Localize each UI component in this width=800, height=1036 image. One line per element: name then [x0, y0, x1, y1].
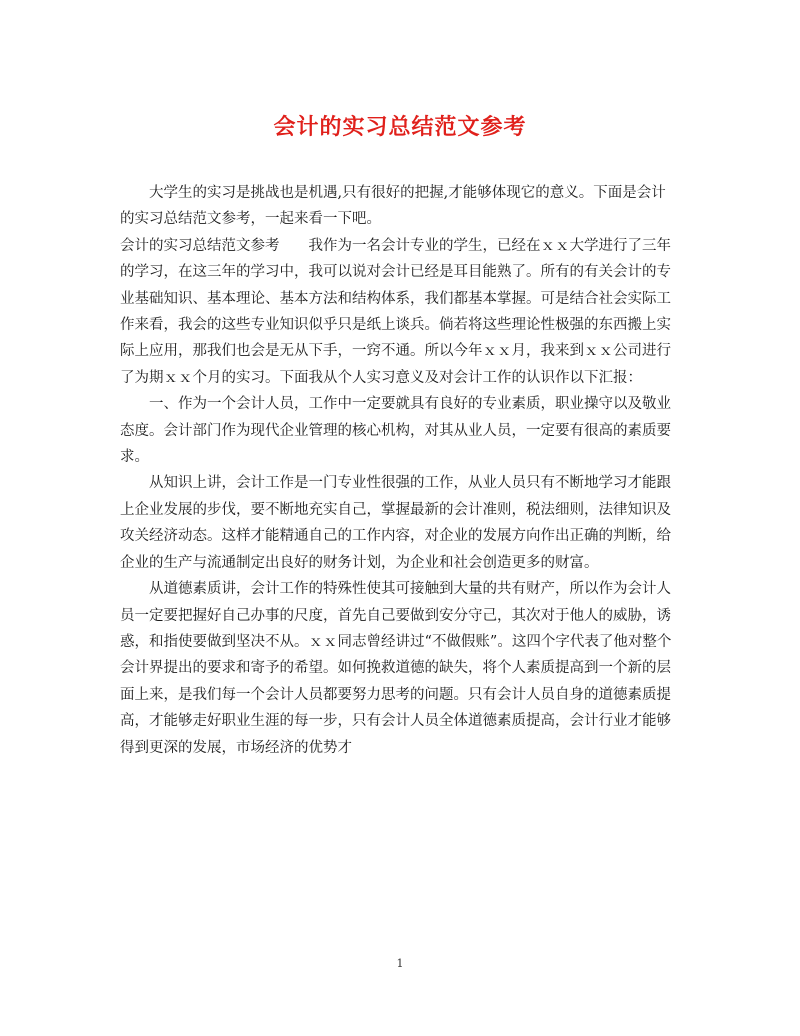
document-body: [120, 180, 680, 761]
paragraph-intro: 大学生的实习是挑战也是机遇,只有很好的把握,才能够体现它的意义。下面是会计的实习总结范文参考，一起来看一下吧。: [120, 185, 666, 228]
page-number: 1: [396, 957, 404, 970]
paragraph-knowledge: 从知识上讲，会计工作是一门专业性很强的工作，从业人员只有不断地学习才能跟上企业发展的步伐，要不断地充实自己，掌握最新的会计准则，税法细则，法律知识及攻关经济动态。这样才能精通自己的工作内容，对企业的发展方向作出正确的判断，给企业的生产与流通制定出良好的财务计划，为企业和社会创造更多的财富。: [120, 475, 671, 571]
paragraph-ethics: 从道德素质讲，会计工作的特殊性使其可接触到大量的共有财产，所以作为会计人员一定要把握好自己办事的尺度，首先自己要做到安分守己，其次对于他人的威胁，诱惑，和指使要做到坚决不从。ｘｘ同志曾经讲过“不做假账”。这四个字代表了他对整个会计界提出的要求和寄予的希望。如何挽救道德的缺失，将个人素质提高到一个新的层面上来，是我们每一个会计人员都要努力思考的问题。只有会计人员自身的道德素质提高，才能够走好职业生涯的每一步，只有会计人员全体道德素质提高，会计行业才能够得到更深的发展，市场经济的优势才: [120, 581, 672, 756]
paragraph-point-one: 一、作为一个会计人员，工作中一定要就具有良好的专业素质，职业操守以及敬业态度。会计部门作为现代企业管理的核心机构，对其从业人员，一定要有很高的素质要求。: [120, 396, 671, 466]
paragraph-section-heading: 会计的实习总结范文参考 我作为一名会计专业的学生，已经在ｘｘ大学进行了三年的学习，在这三年的学习中，我可以说对会计已经是耳目能熟了。所有的有关会计的专业基础知识、基本理论、基本方法和结构体系，我们都基本掌握。可是结合社会实际工作来看，我会的这些专业知识似乎只是纸上谈兵。倘若将这些理论性极强的东西搬上实际上应用，那我们也会是无从下手，一窍不通。所以今年ｘｘ月，我来到ｘｘ公司进行了为期ｘｘ个月的实习。下面我从个人实习意义及对会计工作的认识作以下汇报：: [120, 237, 671, 386]
document-title: 会计的实习总结范文参考: [273, 114, 527, 140]
